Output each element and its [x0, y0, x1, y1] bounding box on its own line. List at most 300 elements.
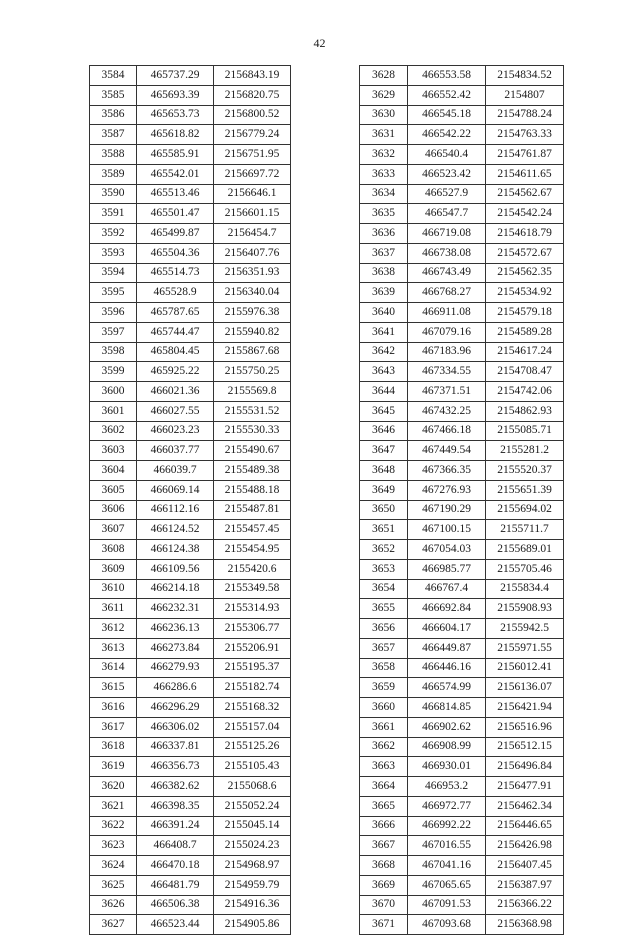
y-coordinate-cell: 2155705.46: [486, 559, 564, 579]
point-number-cell: 3624: [90, 856, 137, 876]
table-row: [90, 737, 291, 757]
table-row: [90, 125, 291, 145]
x-coordinate-cell: 467093.68: [408, 915, 486, 935]
point-number-cell: 3615: [90, 678, 137, 698]
y-coordinate-cell: 2155306.77: [214, 619, 291, 639]
y-coordinate-cell: 2156751.95: [214, 145, 291, 165]
point-number-cell: 3620: [90, 777, 137, 797]
y-coordinate-cell: 2154589.28: [486, 322, 564, 342]
x-coordinate-cell: 466506.38: [137, 895, 214, 915]
table-row: [90, 382, 291, 402]
x-coordinate-cell: 467054.03: [408, 540, 486, 560]
x-coordinate-cell: 466574.99: [408, 678, 486, 698]
x-coordinate-cell: 465653.73: [137, 105, 214, 125]
x-coordinate-cell: 466902.62: [408, 717, 486, 737]
table-row: [90, 619, 291, 639]
table-row: [90, 461, 291, 481]
table-row: [360, 362, 564, 382]
y-coordinate-cell: 2156407.45: [486, 856, 564, 876]
y-coordinate-cell: 2155694.02: [486, 500, 564, 520]
table-row: [360, 283, 564, 303]
y-coordinate-cell: 2155488.18: [214, 480, 291, 500]
point-number-cell: 3588: [90, 145, 137, 165]
table-row: [360, 164, 564, 184]
y-coordinate-cell: 2155489.38: [214, 461, 291, 481]
point-number-cell: 3601: [90, 401, 137, 421]
y-coordinate-cell: 2155487.81: [214, 500, 291, 520]
table-row: [90, 540, 291, 560]
y-coordinate-cell: 2155125.26: [214, 737, 291, 757]
y-coordinate-cell: 2155168.32: [214, 698, 291, 718]
x-coordinate-cell: 466109.56: [137, 559, 214, 579]
y-coordinate-cell: 2154916.36: [214, 895, 291, 915]
y-coordinate-cell: 2154562.67: [486, 184, 564, 204]
x-coordinate-cell: 466124.38: [137, 540, 214, 560]
point-number-cell: 3622: [90, 816, 137, 836]
table-row: [360, 461, 564, 481]
y-coordinate-cell: 2154542.24: [486, 204, 564, 224]
table-row: [90, 145, 291, 165]
table-row: [360, 559, 564, 579]
y-coordinate-cell: 2156477.91: [486, 777, 564, 797]
y-coordinate-cell: 2156387.97: [486, 875, 564, 895]
y-coordinate-cell: 2155867.68: [214, 342, 291, 362]
point-number-cell: 3650: [360, 500, 408, 520]
table-row: [90, 796, 291, 816]
point-number-cell: 3648: [360, 461, 408, 481]
y-coordinate-cell: 2156843.19: [214, 66, 291, 86]
y-coordinate-cell: 2156697.72: [214, 164, 291, 184]
point-number-cell: 3645: [360, 401, 408, 421]
point-number-cell: 3660: [360, 698, 408, 718]
table-row: [360, 875, 564, 895]
y-coordinate-cell: 2154534.92: [486, 283, 564, 303]
x-coordinate-cell: 465504.36: [137, 243, 214, 263]
table-row: [90, 915, 291, 935]
y-coordinate-cell: 2155976.38: [214, 303, 291, 323]
x-coordinate-cell: 466908.99: [408, 737, 486, 757]
table-row: [90, 816, 291, 836]
point-number-cell: 3653: [360, 559, 408, 579]
y-coordinate-cell: 2154905.86: [214, 915, 291, 935]
table-row: [360, 836, 564, 856]
table-row: [360, 856, 564, 876]
x-coordinate-cell: 466356.73: [137, 757, 214, 777]
table-row: [90, 184, 291, 204]
table-row: [90, 836, 291, 856]
point-number-cell: 3591: [90, 204, 137, 224]
x-coordinate-cell: 466232.31: [137, 599, 214, 619]
y-coordinate-cell: 2155024.23: [214, 836, 291, 856]
table-row: [360, 579, 564, 599]
table-row: [90, 401, 291, 421]
x-coordinate-cell: 467371.51: [408, 382, 486, 402]
y-coordinate-cell: 2155711.7: [486, 520, 564, 540]
point-number-cell: 3629: [360, 85, 408, 105]
y-coordinate-cell: 2154618.79: [486, 224, 564, 244]
y-coordinate-cell: 2155530.33: [214, 421, 291, 441]
point-number-cell: 3646: [360, 421, 408, 441]
x-coordinate-cell: 466337.81: [137, 737, 214, 757]
table-row: [360, 243, 564, 263]
point-number-cell: 3616: [90, 698, 137, 718]
table-row: [360, 145, 564, 165]
y-coordinate-cell: 2156426.98: [486, 836, 564, 856]
x-coordinate-cell: 466027.55: [137, 401, 214, 421]
point-number-cell: 3656: [360, 619, 408, 639]
table-row: [360, 757, 564, 777]
point-number-cell: 3644: [360, 382, 408, 402]
point-number-cell: 3592: [90, 224, 137, 244]
point-number-cell: 3623: [90, 836, 137, 856]
point-number-cell: 3669: [360, 875, 408, 895]
table-row: [360, 105, 564, 125]
x-coordinate-cell: 465514.73: [137, 263, 214, 283]
x-coordinate-cell: 466112.16: [137, 500, 214, 520]
x-coordinate-cell: 466124.52: [137, 520, 214, 540]
x-coordinate-cell: 465693.39: [137, 85, 214, 105]
point-number-cell: 3638: [360, 263, 408, 283]
page-number: 42: [313, 36, 326, 50]
x-coordinate-cell: 466768.27: [408, 283, 486, 303]
y-coordinate-cell: 2155052.24: [214, 796, 291, 816]
x-coordinate-cell: 465925.22: [137, 362, 214, 382]
y-coordinate-cell: 2154834.52: [486, 66, 564, 86]
table-row: [360, 66, 564, 86]
coordinates-table-right: [359, 65, 564, 935]
table-row: [90, 777, 291, 797]
y-coordinate-cell: 2155531.52: [214, 401, 291, 421]
table-row: [90, 875, 291, 895]
x-coordinate-cell: 467334.55: [408, 362, 486, 382]
table-row: [360, 421, 564, 441]
point-number-cell: 3589: [90, 164, 137, 184]
y-coordinate-cell: 2155457.45: [214, 520, 291, 540]
point-number-cell: 3651: [360, 520, 408, 540]
y-coordinate-cell: 2156454.7: [214, 224, 291, 244]
table-row: [90, 283, 291, 303]
x-coordinate-cell: 467366.35: [408, 461, 486, 481]
y-coordinate-cell: 2154862.93: [486, 401, 564, 421]
point-number-cell: 3595: [90, 283, 137, 303]
y-coordinate-cell: 2155068.6: [214, 777, 291, 797]
table-row: [360, 717, 564, 737]
point-number-cell: 3597: [90, 322, 137, 342]
point-number-cell: 3665: [360, 796, 408, 816]
table-row: [90, 342, 291, 362]
point-number-cell: 3625: [90, 875, 137, 895]
point-number-cell: 3663: [360, 757, 408, 777]
y-coordinate-cell: 2156368.98: [486, 915, 564, 935]
x-coordinate-cell: 466296.29: [137, 698, 214, 718]
x-coordinate-cell: 466552.42: [408, 85, 486, 105]
y-coordinate-cell: 2154579.18: [486, 303, 564, 323]
point-number-cell: 3603: [90, 441, 137, 461]
y-coordinate-cell: 2154708.47: [486, 362, 564, 382]
point-number-cell: 3605: [90, 480, 137, 500]
point-number-cell: 3626: [90, 895, 137, 915]
x-coordinate-cell: 466449.87: [408, 638, 486, 658]
point-number-cell: 3635: [360, 204, 408, 224]
x-coordinate-cell: 466542.22: [408, 125, 486, 145]
y-coordinate-cell: 2156512.15: [486, 737, 564, 757]
point-number-cell: 3637: [360, 243, 408, 263]
x-coordinate-cell: 466408.7: [137, 836, 214, 856]
table-row: [90, 441, 291, 461]
x-coordinate-cell: 466972.77: [408, 796, 486, 816]
point-number-cell: 3631: [360, 125, 408, 145]
point-number-cell: 3642: [360, 342, 408, 362]
x-coordinate-cell: 467466.18: [408, 421, 486, 441]
x-coordinate-cell: 466069.14: [137, 480, 214, 500]
x-coordinate-cell: 466545.18: [408, 105, 486, 125]
y-coordinate-cell: 2156407.76: [214, 243, 291, 263]
table-row: [90, 856, 291, 876]
y-coordinate-cell: 2155454.95: [214, 540, 291, 560]
x-coordinate-cell: 466523.44: [137, 915, 214, 935]
table-row: [360, 480, 564, 500]
point-number-cell: 3585: [90, 85, 137, 105]
y-coordinate-cell: 2156136.07: [486, 678, 564, 698]
table-row: [90, 579, 291, 599]
x-coordinate-cell: 466738.08: [408, 243, 486, 263]
x-coordinate-cell: 467091.53: [408, 895, 486, 915]
point-number-cell: 3654: [360, 579, 408, 599]
y-coordinate-cell: 2154807: [486, 85, 564, 105]
point-number-cell: 3670: [360, 895, 408, 915]
y-coordinate-cell: 2156646.1: [214, 184, 291, 204]
x-coordinate-cell: 466985.77: [408, 559, 486, 579]
table-row: [90, 362, 291, 382]
point-number-cell: 3600: [90, 382, 137, 402]
table-row: [360, 382, 564, 402]
table-row: [90, 717, 291, 737]
point-number-cell: 3586: [90, 105, 137, 125]
x-coordinate-cell: 466527.9: [408, 184, 486, 204]
table-row: [90, 66, 291, 86]
table-row: [90, 224, 291, 244]
y-coordinate-cell: 2154611.65: [486, 164, 564, 184]
y-coordinate-cell: 2155834.4: [486, 579, 564, 599]
point-number-cell: 3655: [360, 599, 408, 619]
table-row: [360, 698, 564, 718]
point-number-cell: 3658: [360, 658, 408, 678]
x-coordinate-cell: 466023.23: [137, 421, 214, 441]
table-row: [360, 500, 564, 520]
y-coordinate-cell: 2156820.75: [214, 85, 291, 105]
x-coordinate-cell: 466767.4: [408, 579, 486, 599]
point-number-cell: 3639: [360, 283, 408, 303]
point-number-cell: 3593: [90, 243, 137, 263]
y-coordinate-cell: 2154788.24: [486, 105, 564, 125]
x-coordinate-cell: 466523.42: [408, 164, 486, 184]
x-coordinate-cell: 466273.84: [137, 638, 214, 658]
table-row: [360, 619, 564, 639]
x-coordinate-cell: 466814.85: [408, 698, 486, 718]
x-coordinate-cell: 467016.55: [408, 836, 486, 856]
table-row: [90, 164, 291, 184]
point-number-cell: 3630: [360, 105, 408, 125]
x-coordinate-cell: 467432.25: [408, 401, 486, 421]
y-coordinate-cell: 2156340.04: [214, 283, 291, 303]
point-number-cell: 3647: [360, 441, 408, 461]
point-number-cell: 3599: [90, 362, 137, 382]
y-coordinate-cell: 2156601.15: [214, 204, 291, 224]
y-coordinate-cell: 2156366.22: [486, 895, 564, 915]
table-row: [360, 85, 564, 105]
y-coordinate-cell: 2155314.93: [214, 599, 291, 619]
x-coordinate-cell: 467079.16: [408, 322, 486, 342]
y-coordinate-cell: 2155195.37: [214, 658, 291, 678]
table-row: [90, 303, 291, 323]
point-number-cell: 3608: [90, 540, 137, 560]
x-coordinate-cell: 466286.6: [137, 678, 214, 698]
point-number-cell: 3666: [360, 816, 408, 836]
x-coordinate-cell: 466604.17: [408, 619, 486, 639]
point-number-cell: 3640: [360, 303, 408, 323]
table-row: [360, 303, 564, 323]
y-coordinate-cell: 2155569.8: [214, 382, 291, 402]
y-coordinate-cell: 2156496.84: [486, 757, 564, 777]
x-coordinate-cell: 465528.9: [137, 283, 214, 303]
point-number-cell: 3596: [90, 303, 137, 323]
x-coordinate-cell: 465804.45: [137, 342, 214, 362]
point-number-cell: 3633: [360, 164, 408, 184]
point-number-cell: 3627: [90, 915, 137, 935]
point-number-cell: 3621: [90, 796, 137, 816]
point-number-cell: 3612: [90, 619, 137, 639]
point-number-cell: 3604: [90, 461, 137, 481]
table-row: [90, 105, 291, 125]
x-coordinate-cell: 466692.84: [408, 599, 486, 619]
x-coordinate-cell: 466930.01: [408, 757, 486, 777]
point-number-cell: 3667: [360, 836, 408, 856]
x-coordinate-cell: 466446.16: [408, 658, 486, 678]
x-coordinate-cell: 466021.36: [137, 382, 214, 402]
y-coordinate-cell: 2155971.55: [486, 638, 564, 658]
y-coordinate-cell: 2156779.24: [214, 125, 291, 145]
x-coordinate-cell: 466382.62: [137, 777, 214, 797]
x-coordinate-cell: 467190.29: [408, 500, 486, 520]
x-coordinate-cell: 466553.58: [408, 66, 486, 86]
table-row: [360, 401, 564, 421]
table-row: [90, 559, 291, 579]
x-coordinate-cell: 466236.13: [137, 619, 214, 639]
point-number-cell: 3662: [360, 737, 408, 757]
point-number-cell: 3610: [90, 579, 137, 599]
point-number-cell: 3614: [90, 658, 137, 678]
x-coordinate-cell: 466992.22: [408, 816, 486, 836]
point-number-cell: 3671: [360, 915, 408, 935]
table-row: [90, 322, 291, 342]
table-row: [90, 757, 291, 777]
point-number-cell: 3602: [90, 421, 137, 441]
x-coordinate-cell: 465737.29: [137, 66, 214, 86]
table-row: [90, 243, 291, 263]
point-number-cell: 3607: [90, 520, 137, 540]
x-coordinate-cell: 465501.47: [137, 204, 214, 224]
y-coordinate-cell: 2155942.5: [486, 619, 564, 639]
x-coordinate-cell: 466547.7: [408, 204, 486, 224]
table-row: [90, 678, 291, 698]
table-row: [360, 540, 564, 560]
y-coordinate-cell: 2156516.96: [486, 717, 564, 737]
y-coordinate-cell: 2156351.93: [214, 263, 291, 283]
table-row: [360, 125, 564, 145]
point-number-cell: 3606: [90, 500, 137, 520]
x-coordinate-cell: 466398.35: [137, 796, 214, 816]
y-coordinate-cell: 2154572.67: [486, 243, 564, 263]
table-row: [90, 500, 291, 520]
y-coordinate-cell: 2155182.74: [214, 678, 291, 698]
table-row: [360, 658, 564, 678]
point-number-cell: 3594: [90, 263, 137, 283]
y-coordinate-cell: 2155651.39: [486, 480, 564, 500]
table-row: [360, 737, 564, 757]
point-number-cell: 3652: [360, 540, 408, 560]
x-coordinate-cell: 465499.87: [137, 224, 214, 244]
point-number-cell: 3668: [360, 856, 408, 876]
table-row: [90, 698, 291, 718]
point-number-cell: 3636: [360, 224, 408, 244]
table-row: [360, 441, 564, 461]
point-number-cell: 3643: [360, 362, 408, 382]
x-coordinate-cell: 465618.82: [137, 125, 214, 145]
y-coordinate-cell: 2155420.6: [214, 559, 291, 579]
point-number-cell: 3661: [360, 717, 408, 737]
y-coordinate-cell: 2155750.25: [214, 362, 291, 382]
table-row: [360, 184, 564, 204]
y-coordinate-cell: 2156462.34: [486, 796, 564, 816]
x-coordinate-cell: 465744.47: [137, 322, 214, 342]
table-row: [90, 263, 291, 283]
point-number-cell: 3609: [90, 559, 137, 579]
point-number-cell: 3613: [90, 638, 137, 658]
point-number-cell: 3584: [90, 66, 137, 86]
y-coordinate-cell: 2155490.67: [214, 441, 291, 461]
y-coordinate-cell: 2154763.33: [486, 125, 564, 145]
x-coordinate-cell: 466540.4: [408, 145, 486, 165]
table-row: [360, 796, 564, 816]
point-number-cell: 3590: [90, 184, 137, 204]
y-coordinate-cell: 2155689.01: [486, 540, 564, 560]
point-number-cell: 3598: [90, 342, 137, 362]
coordinates-table-left: [89, 65, 291, 935]
y-coordinate-cell: 2155045.14: [214, 816, 291, 836]
table-row: [90, 520, 291, 540]
y-coordinate-cell: 2155520.37: [486, 461, 564, 481]
x-coordinate-cell: 466743.49: [408, 263, 486, 283]
x-coordinate-cell: 466953.2: [408, 777, 486, 797]
table-row: [90, 204, 291, 224]
x-coordinate-cell: 466279.93: [137, 658, 214, 678]
x-coordinate-cell: 466470.18: [137, 856, 214, 876]
y-coordinate-cell: 2155105.43: [214, 757, 291, 777]
x-coordinate-cell: 466214.18: [137, 579, 214, 599]
y-coordinate-cell: 2156012.41: [486, 658, 564, 678]
table-row: [360, 816, 564, 836]
point-number-cell: 3664: [360, 777, 408, 797]
table-row: [360, 599, 564, 619]
y-coordinate-cell: 2156446.65: [486, 816, 564, 836]
table-row: [360, 777, 564, 797]
y-coordinate-cell: 2155349.58: [214, 579, 291, 599]
x-coordinate-cell: 465787.65: [137, 303, 214, 323]
point-number-cell: 3632: [360, 145, 408, 165]
table-row: [360, 263, 564, 283]
table-row: [360, 224, 564, 244]
point-number-cell: 3619: [90, 757, 137, 777]
